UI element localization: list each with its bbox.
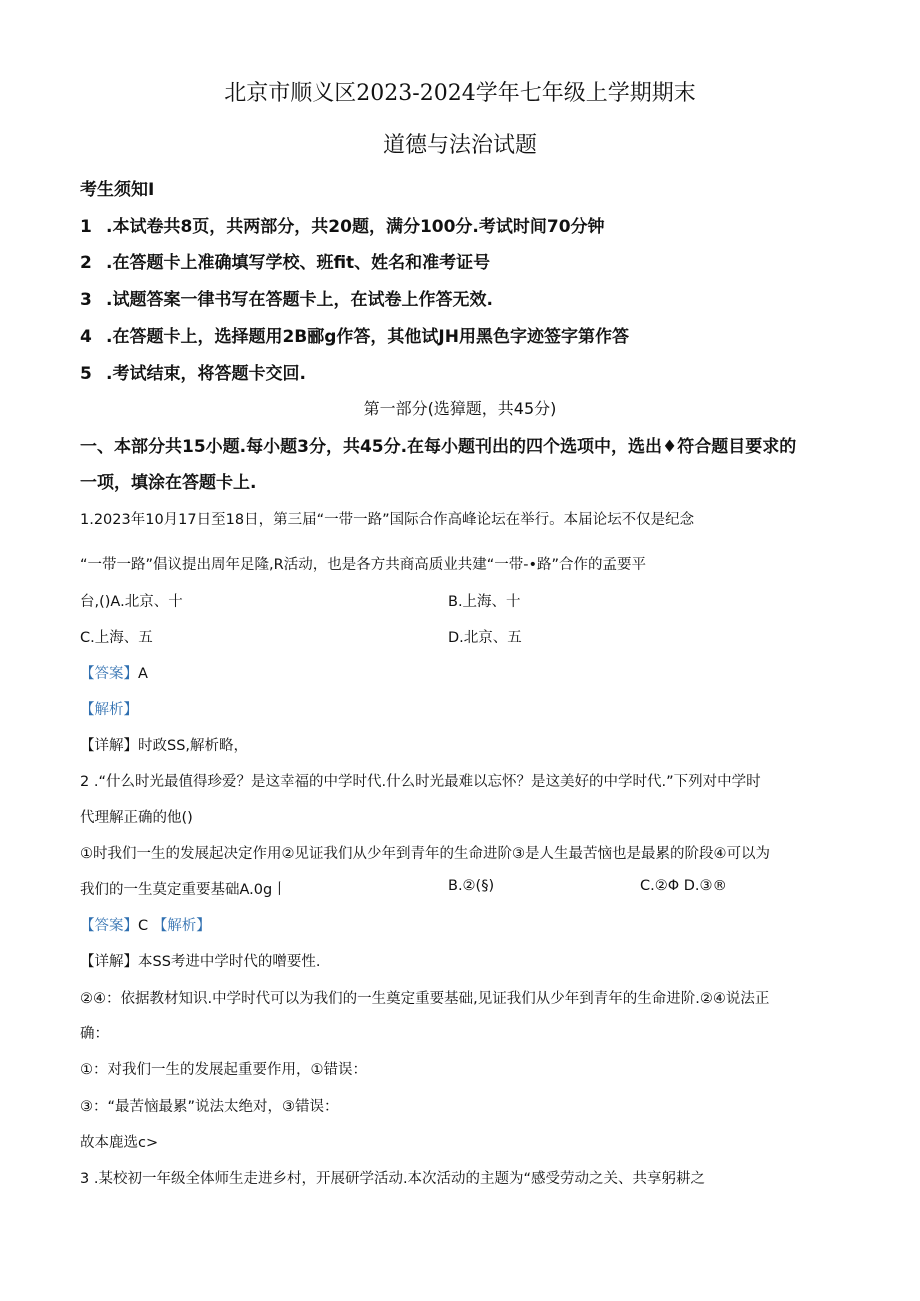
notice-item [80,285,493,310]
question-2-option-b: B.②(§) [448,878,495,894]
notice-item [80,248,490,273]
question-1-stem: 1.2023年10月17日至18日，第三届“一带一路”国际合作高峰论坛在举行。本届论坛不仅是纪念 [80,512,695,528]
question-2-explanation: ①：对我们一生的发展起重要作用，①错误： [80,1062,367,1078]
notice-item-text: .考试结束，将答题卡交回. [106,364,306,384]
question-1-option-c: C.上海、五 [80,630,153,646]
question-2-option-a: 我们的一生莫定重要基础A.0g丨 [80,882,287,898]
notice-item-number: 4 [80,327,92,347]
question-1-stem: “一带一路”倡议提出周年足隆,R活动，也是各方共商高质业共建“一带-•路”合作的孟要平 [80,557,647,573]
exam-title: 北京市顺义区2023-2024学年七年级上学期期末 [224,81,696,106]
question-2-answer [80,914,211,935]
part1-instruction: 一项，填涂在答题卡上. [80,473,257,493]
notice-item-text: .本试卷共8页，共两部分，共20题，满分100分.考试时间70分钟 [106,217,605,237]
notice-item-text: .在答题卡上准确填写学校、班fit、姓名和准考证号 [106,253,491,273]
answer-tag: 【答案】 [80,918,138,934]
answer-tag: 【答案】 [80,666,138,682]
analysis-tag: 【解析】 [152,918,211,934]
notice-item [80,359,306,384]
question-1-option-d: D.北京、五 [448,630,522,646]
answer-value: C [138,918,149,934]
question-1-option-a: 台,()A.北京、十 [80,594,183,610]
question-2-option-cd: C.②Φ D.③® [640,878,728,894]
question-1-analysis-tag: 【解析】 [80,702,138,718]
exam-subject: 道德与法治试题 [382,133,537,158]
notice-item [80,322,629,347]
notice-item-text: .在答题卡上，选择题用2B郦g作答，其他试JH用黑色字迹签字第作答 [106,327,629,347]
question-1-answer [80,662,148,683]
notice-heading: 考生须知I [80,180,155,200]
question-1-option-b: B.上海、十 [448,594,521,610]
question-2-explanation: ②④：依据教材知识.中学时代可以为我们的一生奠定重要基础,见证我们从少年到青年的生命进阶.②④说法正 [80,991,770,1007]
notice-item-number: 5 [80,364,92,384]
question-3-stem: 3 .某校初一年级全体师生走进乡村，开展研学活动.本次活动的主题为“感受劳动之关、共享躬耕之 [80,1171,706,1187]
notice-item-text: .试题答案一律书写在答题卡上，在试卷上作答无效. [106,290,493,310]
question-2-stem: 2 .“什么时光最值得珍爱？是这幸福的中学时代.什么时光最难以忘怀？是这美好的中学时代.”下列对中学时 [80,774,761,790]
question-2-explanation: ③：“最苦恼最累”说法太绝对，③错误： [80,1099,339,1115]
part1-heading: 第一部分(选獐题，共45分) [363,399,557,418]
question-2-detail: 【详解】本SS考进中学时代的噌要性. [80,954,321,970]
answer-value: A [138,666,148,682]
question-2-options: ①时我们一生的发展起决定作用②见证我们从少年到青年的生命进阶③是人生最苦恼也是最累的阶段④可以为 [80,846,770,862]
question-1-detail: 【详解】时政SS,解析略， [80,738,249,754]
question-2-conclusion: 故本鹿选c> [80,1135,159,1151]
notice-item-number: 3 [80,290,92,310]
part1-instruction: 一、本部分共15小题.每小题3分，共45分.在每小题刊出的四个选项中，选出♦符合题目要求的 [80,437,797,457]
question-2-explanation: 确： [80,1026,109,1042]
notice-item [80,212,605,237]
notice-item-number: 2 [80,253,92,273]
question-2-stem: 代理解正确的他() [80,810,193,826]
notice-item-number: 1 [80,217,92,237]
